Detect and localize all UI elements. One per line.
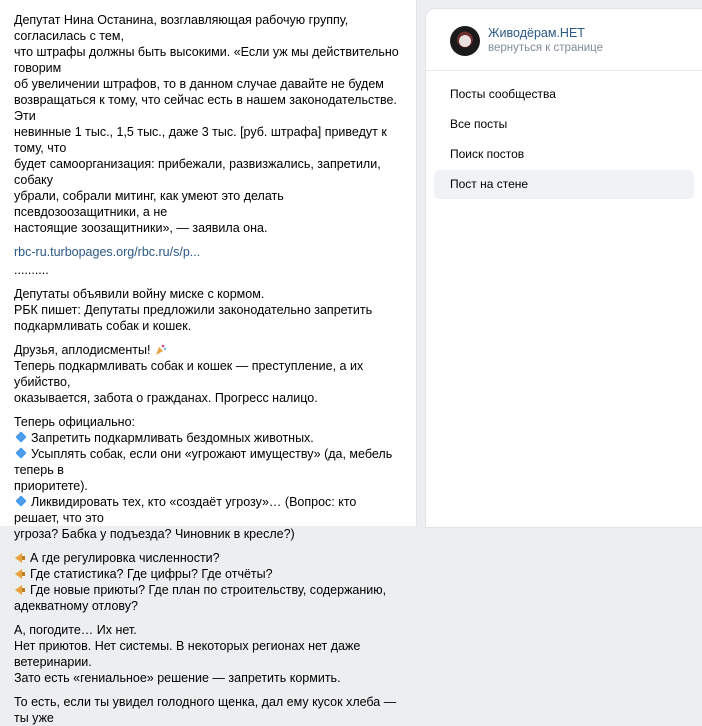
quote-paragraph: [14, 12, 402, 236]
text-line: возвращаться к тому, что сейчас есть в нашем законодательстве. Эти: [14, 93, 397, 123]
text-line: РБК пишет: Депутаты предложили законодательно запретить: [14, 303, 373, 317]
menu-item-wall-post[interactable]: Пост на стене: [434, 170, 694, 199]
menu-item-search-posts[interactable]: Поиск постов: [450, 147, 525, 161]
horn-emoji-icon: [14, 552, 26, 564]
text-line: будет самоорганизация: прибежали, развизжались, запретили, собаку: [14, 157, 381, 187]
sidebar-menu: [426, 71, 702, 199]
group-name-link[interactable]: Живодёрам.НЕТ: [488, 26, 585, 40]
text-line: А, погодите… Их нет.: [14, 623, 137, 637]
sidebar: [425, 8, 702, 528]
party-emoji-icon: [154, 344, 166, 356]
question-item: Где новые приюты? Где план по строительству, содержанию,: [14, 582, 402, 598]
text-line: То есть, если ты увидел голодного щенка, дал ему кусок хлеба — ты уже: [14, 695, 397, 725]
text-line: Зато есть «гениальное» решение — запретить кормить.: [14, 671, 341, 685]
diamond-icon: [15, 431, 26, 442]
text-line: Теперь официально:: [14, 415, 135, 429]
text-line: Друзья, аплодисменты!: [14, 342, 402, 358]
text-line: угроза? Бабка у подъезда? Чиновник в кресле?): [14, 527, 295, 541]
text-line: адекватному отлову?: [14, 599, 138, 613]
text-line: оказывается, забота о гражданах. Прогресс налицо.: [14, 391, 318, 405]
paragraph-7: [14, 694, 402, 726]
diamond-icon: [15, 447, 26, 458]
back-to-page-link[interactable]: вернуться к странице: [488, 42, 603, 54]
bullet-item: Запретить подкармливать бездомных животных.: [14, 430, 402, 446]
menu-item-community-posts[interactable]: Посты сообщества: [450, 87, 556, 101]
horn-emoji-icon: [14, 584, 26, 596]
text-line: настоящие зоозащитники», — заявила она.: [14, 221, 268, 235]
question-item: Где статистика? Где цифры? Где отчёты?: [14, 566, 402, 582]
bullet-item: Усыплять собак, если они «угрожают имуществу» (да, мебель теперь в: [14, 447, 393, 477]
text-line: Нет приютов. Нет системы. В некоторых регионах нет даже ветеринарии.: [14, 639, 361, 669]
source-link[interactable]: rbc-ru.turbopages.org/rbc.ru/s/p...: [14, 245, 201, 259]
paragraph-4: [14, 414, 402, 542]
text-line: убрали, собрали митинг, как умеют это делать псевдозоозащитники, а не: [14, 189, 284, 219]
text-line: что штрафы должны быть высокими. «Если уж мы действительно говорим: [14, 45, 399, 75]
bullet-item: Ликвидировать тех, кто «создаёт угрозу»… (Вопрос: кто решает, что это: [14, 495, 357, 525]
text-line: Депутат Нина Останина, возглавляющая рабочую группу, согласилась с тем,: [14, 13, 349, 43]
group-avatar[interactable]: [450, 26, 480, 56]
text-line: Теперь подкармливать собак и кошек — преступление, а их убийство,: [14, 359, 364, 389]
menu-item-all-posts[interactable]: Все посты: [450, 117, 508, 131]
text-line: Депутаты объявили войну миске с кормом.: [14, 287, 265, 301]
paragraph-5: [14, 550, 402, 614]
paragraph-2: [14, 286, 402, 334]
text-line: приоритете).: [14, 479, 88, 493]
text-line: невинные 1 тыс., 1,5 тыс., даже 3 тыс. [руб. штрафа] приведут к тому, что: [14, 125, 387, 155]
paragraph-6: [14, 622, 402, 686]
diamond-icon: [15, 495, 26, 506]
dots: ..........: [14, 263, 49, 277]
text-line: подкармливать собак и кошек.: [14, 319, 192, 333]
horn-emoji-icon: [14, 568, 26, 580]
text-line: об увеличении штрафов, то в данном случае давайте не будем: [14, 77, 384, 91]
group-header[interactable]: [426, 9, 702, 71]
paragraph-3: [14, 342, 402, 406]
question-item: А где регулировка численности?: [14, 550, 402, 566]
